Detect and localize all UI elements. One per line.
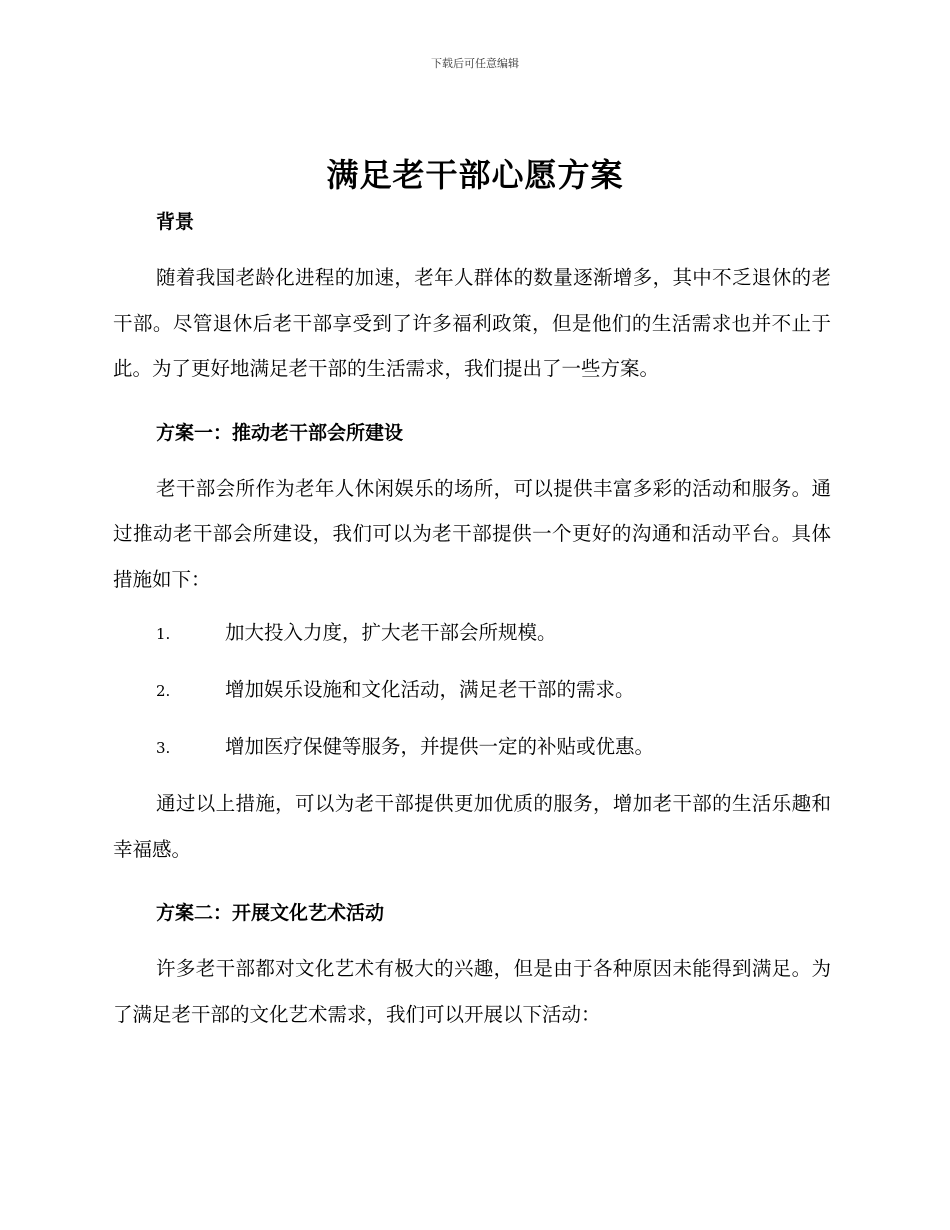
list-item-number: 1. (156, 625, 171, 643)
plan1-measures-list (113, 604, 831, 775)
list-item-number: 2. (156, 682, 171, 700)
list-item (113, 661, 831, 718)
section-heading-plan1: 方案一：推动老干部会所建设 (156, 421, 404, 444)
plan2-intro-paragraph: 许多老干部都对文化艺术有极大的兴趣，但是由于各种原因未能得到满足。为了满足老干部的文化艺术需求，我们可以开展以下活动： (113, 957, 831, 1026)
section-heading-background: 背景 (156, 211, 195, 233)
list-item-text: 加大投入力度，扩大老干部会所规模。 (225, 621, 557, 644)
list-item-number: 3. (156, 739, 171, 757)
plan1-intro-paragraph: 老干部会所作为老年人休闲娱乐的场所，可以提供丰富多彩的活动和服务。通过推动老干部会所建设，我们可以为老干部提供一个更好的沟通和活动平台。具体措施如下： (113, 476, 831, 591)
list-item (113, 718, 831, 775)
list-item-text: 增加娱乐设施和文化活动，满足老干部的需求。 (225, 678, 635, 701)
plan1-conclusion-paragraph: 通过以上措施，可以为老干部提供更加优质的服务，增加老干部的生活乐趣和幸福感。 (113, 792, 831, 861)
document-body (113, 208, 831, 1037)
background-paragraph: 随着我国老龄化进程的加速，老年人群体的数量逐渐增多，其中不乏退休的老干部。尽管退休后老干部享受到了许多福利政策，但是他们的生活需求也并不止于此。为了更好地满足老干部的生活需求，我们提出了一些方案。 (113, 266, 831, 380)
section-heading-plan2: 方案二：开展文化艺术活动 (156, 902, 385, 924)
list-item-text: 增加医疗保健等服务，并提供一定的补贴或优惠。 (225, 735, 655, 758)
page-title: 满足老干部心愿方案 (326, 156, 624, 194)
list-item (113, 604, 831, 661)
header-note: 下载后可任意编辑 (431, 57, 519, 70)
